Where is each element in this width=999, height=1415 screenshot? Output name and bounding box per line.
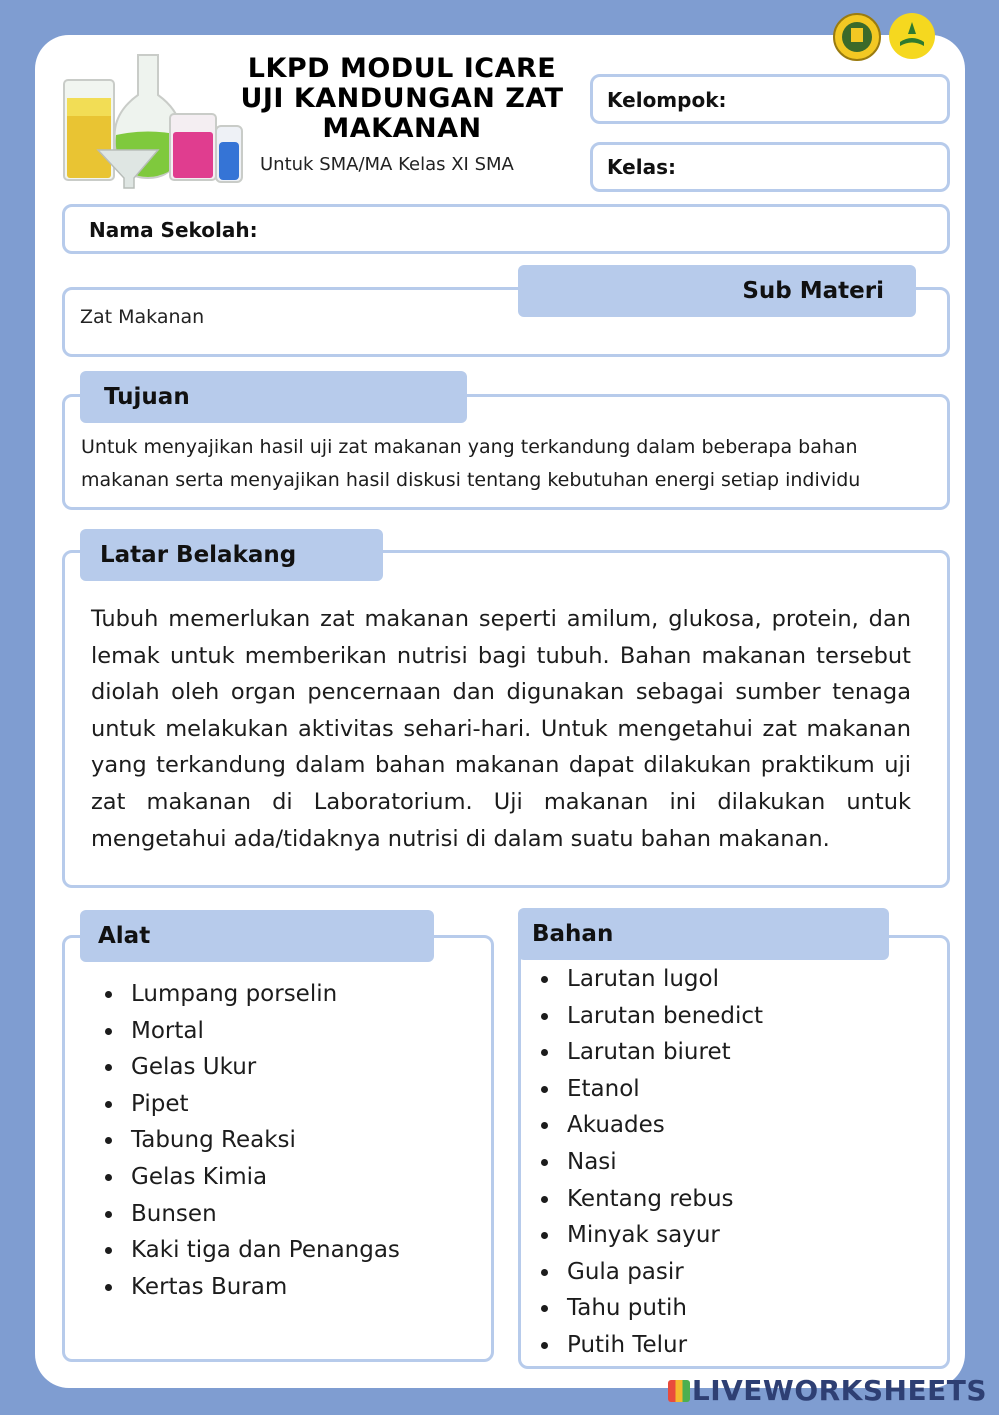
list-item: Putih Telur [533,1327,763,1364]
kelompok-label: Kelompok: [607,88,727,112]
bahan-box [518,935,950,1369]
title-line: LKPD MODUL ICARE [247,53,557,84]
text-line: yang terkandung dalam bahan makanan dapat dilakukan praktikum uji [91,752,911,779]
kelas-field[interactable] [590,142,950,192]
latar-belakang-box [62,550,950,888]
list-item: Lumpang porselin [97,976,400,1013]
sub-materi-text: Zat Makanan [80,306,205,328]
sub-materi-tab: Sub Materi [518,265,916,317]
list-item: Akuades [533,1107,763,1144]
title-line: UJI KANDUNGAN ZAT [240,83,564,114]
list-item: Bunsen [97,1196,400,1233]
list-item: Tabung Reaksi [97,1122,400,1159]
bahan-list [533,961,763,1364]
school-seal-logo [832,12,882,62]
list-item: Etanol [533,1071,763,1108]
list-item: Larutan benedict [533,998,763,1035]
list-item: Gula pasir [533,1254,763,1291]
list-item: Gelas Kimia [97,1159,400,1196]
list-item: Kertas Buram [97,1269,400,1306]
list-item: Larutan biuret [533,1034,763,1071]
nama-sekolah-label: Nama Sekolah: [89,218,258,242]
nama-sekolah-field[interactable] [62,204,950,254]
latar-belakang-text [91,601,911,857]
worksheet-subtitle: Untuk SMA/MA Kelas XI SMA [260,154,514,175]
list-item: Minyak sayur [533,1217,763,1254]
list-item: Pipet [97,1086,400,1123]
text-line: diolah oleh organ pencernaan dan digunakan sebagai sumber tenaga [91,679,911,706]
list-item: Kaki tiga dan Penangas [97,1232,400,1269]
worksheet-title [232,54,572,144]
text-line: mengetahui ada/tidaknya nutrisi di dalam suatu bahan makanan. [91,825,830,852]
alat-list [97,976,400,1305]
list-item: Larutan lugol [533,961,763,998]
text-line: lemak untuk memberikan nutrisi bagi tubuh. Bahan makanan tersebut [91,642,911,669]
kelas-label: Kelas: [607,155,676,179]
list-item: Gelas Ukur [97,1049,400,1086]
alat-tab: Alat [80,910,434,962]
latar-belakang-tab: Latar Belakang [80,529,383,581]
text-line: zat makanan di Laboratorium. Uji makanan ini dilakukan untuk [91,788,911,815]
text-line: Tubuh memerlukan zat makanan seperti amilum, glukosa, protein, dan [91,606,911,632]
text-line: untuk melakukan aktivitas sehari-hari. Untuk mengetahui zat makanan [91,715,911,742]
brand-text: LIVEWORKSHEETS [691,1374,987,1407]
title-line: MAKANAN [322,113,482,144]
lab-glassware-illustration [58,50,248,190]
bahan-tab: Bahan [518,908,889,960]
alat-box [62,935,494,1362]
liveworksheets-icon [668,1380,690,1402]
text-line: Untuk menyajikan hasil uji zat makanan yang terkandung dalam beberapa bahan [81,436,858,458]
liveworksheets-brand[interactable] [668,1374,987,1407]
kelompok-field[interactable] [590,74,950,124]
text-line: makanan serta menyajikan hasil diskusi tentang kebutuhan energi setiap individu [81,469,861,491]
tujuan-text [81,431,860,497]
list-item: Kentang rebus [533,1181,763,1218]
tujuan-tab: Tujuan [80,371,467,423]
list-item: Mortal [97,1013,400,1050]
list-item: Tahu putih [533,1290,763,1327]
organization-logo [888,12,936,60]
list-item: Nasi [533,1144,763,1181]
